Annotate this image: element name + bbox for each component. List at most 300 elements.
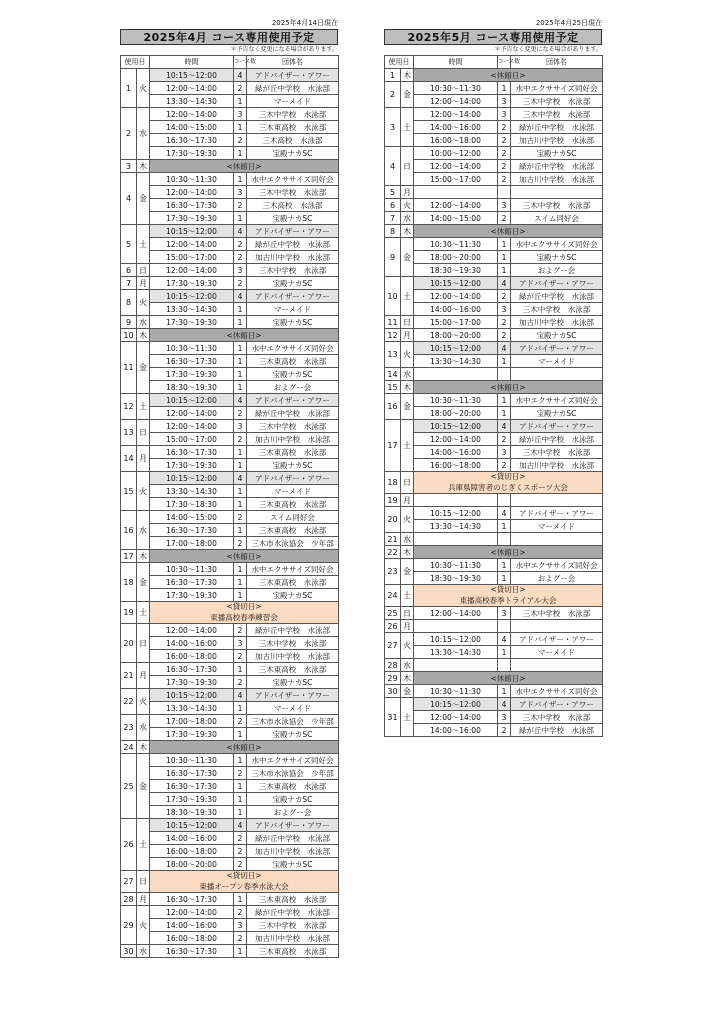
course-count: 1 — [234, 459, 247, 472]
day-number: 18 — [385, 472, 401, 494]
weekday: 木 — [401, 381, 414, 394]
weekday: 月 — [137, 893, 150, 906]
time-slot: 17:30～19:30 — [150, 316, 234, 329]
event-day-row — [121, 602, 339, 624]
course-count: 1 — [498, 238, 511, 251]
course-count: 3 — [498, 711, 511, 724]
schedule-row — [121, 767, 339, 780]
course-count: 2 — [234, 537, 247, 550]
group-name: 三木市水泳協会 少年部 — [247, 537, 339, 550]
day-number: 12 — [121, 394, 137, 420]
time-slot — [414, 494, 498, 507]
time-slot: 10:30～11:30 — [414, 559, 498, 572]
schedule-row — [121, 420, 339, 433]
group-name: 宝殿ナカSC — [511, 251, 603, 264]
time-slot: 12:00～14:00 — [150, 264, 234, 277]
schedule-row — [385, 199, 603, 212]
april-header-row — [121, 56, 339, 69]
course-count: 1 — [498, 264, 511, 277]
course-count: 1 — [234, 316, 247, 329]
group-name: 水中エクササイズ同好会 — [511, 559, 603, 572]
course-count: 2 — [234, 134, 247, 147]
weekday: 火 — [401, 507, 414, 533]
schedule-row — [121, 624, 339, 637]
time-slot: 18:30～19:30 — [150, 806, 234, 819]
schedule-row — [121, 793, 339, 806]
group-name: マーメイド — [511, 520, 603, 533]
course-count: 4 — [234, 290, 247, 303]
event-name: 東播オープン春季水泳大会 — [199, 881, 289, 891]
group-name: アドバイザー・アワー — [511, 633, 603, 646]
day-number: 3 — [121, 160, 137, 173]
schedule-row — [385, 290, 603, 303]
reserved-label: <貸切日> — [490, 585, 526, 594]
group-name — [511, 620, 603, 633]
day-number: 21 — [121, 663, 137, 689]
schedule-row — [121, 394, 339, 407]
schedule-row — [385, 251, 603, 264]
schedule-row — [385, 95, 603, 108]
weekday: 金 — [137, 342, 150, 394]
day-number: 24 — [121, 741, 137, 754]
group-name: アドバイザー・アワー — [511, 420, 603, 433]
course-count: 2 — [234, 511, 247, 524]
day-number: 5 — [121, 225, 137, 264]
event-day-row — [121, 871, 339, 893]
time-slot: 12:00～14:00 — [150, 420, 234, 433]
group-name: 緑が丘中学校 水泳部 — [247, 82, 339, 95]
schedule-row — [121, 806, 339, 819]
schedule-row — [385, 646, 603, 659]
time-slot: 14:00～15:00 — [150, 121, 234, 134]
schedule-row — [121, 511, 339, 524]
time-slot: 12:00～14:00 — [414, 160, 498, 173]
schedule-row — [385, 494, 603, 507]
weekday: 水 — [137, 108, 150, 160]
schedule-row — [121, 663, 339, 676]
group-name: 宝殿ナカSC — [247, 459, 339, 472]
course-count: 2 — [234, 832, 247, 845]
schedule-row — [121, 147, 339, 160]
course-count: 3 — [234, 420, 247, 433]
schedule-row — [121, 676, 339, 689]
time-slot: 12:00～14:00 — [414, 607, 498, 620]
schedule-row — [121, 858, 339, 871]
day-number: 10 — [121, 329, 137, 342]
time-slot: 17:30～18:30 — [150, 498, 234, 511]
group-name: 加古川中学校 水泳部 — [247, 932, 339, 945]
time-slot: 10:15～12:00 — [150, 689, 234, 702]
course-count: 2 — [498, 329, 511, 342]
schedule-row — [385, 147, 603, 160]
weekday: 土 — [401, 108, 414, 147]
weekday: 木 — [137, 329, 150, 342]
schedule-row — [121, 702, 339, 715]
day-number: 5 — [385, 186, 401, 199]
weekday: 火 — [137, 290, 150, 316]
course-count: 3 — [234, 637, 247, 650]
time-slot: 16:30～17:30 — [150, 446, 234, 459]
time-slot: 10:15～12:00 — [150, 290, 234, 303]
schedule-row — [385, 186, 603, 199]
courses-header: コース数 — [234, 56, 247, 69]
may-notice: ＊予告なく変更になる場合があります。 — [494, 46, 602, 53]
group-name: 三木中学校 水泳部 — [247, 637, 339, 650]
weekday: 火 — [137, 906, 150, 945]
time-slot: 12:00～14:00 — [150, 238, 234, 251]
schedule-row — [121, 342, 339, 355]
group-name: 三木東高校 水泳部 — [247, 945, 339, 958]
day-number: 23 — [121, 715, 137, 741]
group-name: 三木東高校 水泳部 — [247, 121, 339, 134]
schedule-row — [121, 238, 339, 251]
course-count: 1 — [234, 355, 247, 368]
weekday: 火 — [137, 689, 150, 715]
course-count: 3 — [498, 446, 511, 459]
schedule-row — [385, 459, 603, 472]
schedule-row — [121, 832, 339, 845]
time-slot: 10:15～12:00 — [150, 394, 234, 407]
weekday: 水 — [137, 715, 150, 741]
may-header-row — [385, 56, 603, 69]
schedule-row — [121, 845, 339, 858]
weekday: 金 — [401, 82, 414, 108]
time-slot: 17:00～18:00 — [150, 715, 234, 728]
course-count: 3 — [498, 607, 511, 620]
group-name: 三木中学校 水泳部 — [247, 108, 339, 121]
group-name: 三木東高校 水泳部 — [247, 663, 339, 676]
weekday: 土 — [137, 225, 150, 264]
day-number: 17 — [121, 550, 137, 563]
course-count: 1 — [234, 945, 247, 958]
schedule-row — [121, 780, 339, 793]
schedule-row — [121, 906, 339, 919]
group-name: およグー会 — [247, 381, 339, 394]
course-count: 1 — [234, 780, 247, 793]
schedule-row — [121, 264, 339, 277]
time-slot: 10:30～11:30 — [150, 173, 234, 186]
group-name: 水中エクササイズ同好会 — [247, 342, 339, 355]
schedule-row — [121, 173, 339, 186]
schedule-row — [121, 932, 339, 945]
weekday: 金 — [401, 238, 414, 277]
course-count: 2 — [234, 624, 247, 637]
schedule-row — [385, 134, 603, 147]
time-slot: 17:30～19:30 — [150, 589, 234, 602]
time-slot: 18:00～20:00 — [414, 251, 498, 264]
day-number: 20 — [385, 507, 401, 533]
schedule-row — [385, 277, 603, 290]
weekday: 金 — [401, 394, 414, 420]
course-count: 4 — [234, 819, 247, 832]
day-number: 28 — [385, 659, 401, 672]
time-slot: 10:15～12:00 — [414, 342, 498, 355]
weekday: 土 — [137, 602, 150, 624]
event-name: 東播高校春季トライアル大会 — [459, 595, 557, 605]
group-name: 宝殿ナカSC — [247, 589, 339, 602]
time-slot: 15:00～17:00 — [150, 433, 234, 446]
group-name: 三木高校 水泳部 — [247, 199, 339, 212]
group-name: マーメイド — [247, 702, 339, 715]
schedule-row — [385, 238, 603, 251]
schedule-row — [121, 524, 339, 537]
time-slot: 16:30～17:30 — [150, 945, 234, 958]
day-number: 11 — [121, 342, 137, 394]
course-count: 1 — [234, 524, 247, 537]
group-name: 三木中学校 水泳部 — [511, 199, 603, 212]
april-notice: ＊予告なく変更になる場合があります。 — [230, 46, 338, 53]
schedule-row — [121, 82, 339, 95]
course-count: 2 — [234, 845, 247, 858]
time-slot: 16:30～17:30 — [150, 780, 234, 793]
course-count: 1 — [498, 355, 511, 368]
group-name: 加古川中学校 水泳部 — [247, 433, 339, 446]
closed-day-row — [121, 741, 339, 754]
schedule-row — [121, 498, 339, 511]
time-slot: 18:30～19:30 — [414, 572, 498, 585]
closed-label: <休館日> — [150, 329, 339, 342]
april-table — [120, 55, 339, 958]
course-count: 2 — [498, 134, 511, 147]
group-name: 水中エクササイズ同好会 — [511, 394, 603, 407]
reserved-event — [150, 871, 339, 893]
weekday: 月 — [401, 620, 414, 633]
schedule-row — [385, 711, 603, 724]
time-slot: 12:00～14:00 — [414, 433, 498, 446]
course-count: 1 — [234, 754, 247, 767]
time-slot: 17:30～19:30 — [150, 459, 234, 472]
day-number: 19 — [385, 494, 401, 507]
day-number: 1 — [385, 69, 401, 82]
schedule-row — [385, 355, 603, 368]
schedule-row — [385, 559, 603, 572]
weekday: 火 — [401, 199, 414, 212]
schedule-row — [121, 251, 339, 264]
course-count: 2 — [234, 199, 247, 212]
schedule-row — [385, 264, 603, 277]
schedule-row — [385, 420, 603, 433]
group-name: 水中エクササイズ同好会 — [511, 238, 603, 251]
courses-header: コース数 — [498, 56, 511, 69]
time-slot: 16:30～17:30 — [150, 134, 234, 147]
time-slot: 10:30～11:30 — [414, 238, 498, 251]
schedule-row — [121, 446, 339, 459]
event-day-row — [385, 472, 603, 494]
schedule-row — [121, 819, 339, 832]
weekday: 水 — [137, 316, 150, 329]
group-name: 加古川中学校 水泳部 — [511, 134, 603, 147]
group-name: 三木東高校 水泳部 — [247, 498, 339, 511]
time-slot: 10:15～12:00 — [414, 633, 498, 646]
course-count: 2 — [498, 173, 511, 186]
weekday: 木 — [401, 546, 414, 559]
group-name: 三木中学校 水泳部 — [247, 420, 339, 433]
group-name: スイム同好会 — [511, 212, 603, 225]
day-number: 16 — [121, 511, 137, 550]
time-slot: 12:00～14:00 — [414, 108, 498, 121]
day-number: 29 — [385, 672, 401, 685]
group-name: アドバイザー・アワー — [247, 472, 339, 485]
time-slot — [414, 533, 498, 546]
day-number: 11 — [385, 316, 401, 329]
day-number: 24 — [385, 585, 401, 607]
weekday: 月 — [137, 663, 150, 689]
weekday: 土 — [137, 394, 150, 420]
course-count: 1 — [234, 147, 247, 160]
time-slot: 17:30～19:30 — [150, 676, 234, 689]
schedule-row — [121, 134, 339, 147]
course-count: 1 — [498, 559, 511, 572]
schedule-row — [385, 108, 603, 121]
weekday: 月 — [401, 186, 414, 199]
time-slot: 17:00～18:00 — [150, 537, 234, 550]
time-slot: 17:30～19:30 — [150, 147, 234, 160]
schedule-row — [121, 407, 339, 420]
event-name: 兵庫県障害者のじぎくスポーツ大会 — [448, 482, 568, 492]
course-count: 2 — [234, 251, 247, 264]
day-number: 4 — [121, 173, 137, 225]
course-count — [498, 368, 511, 381]
closed-label: <休館日> — [150, 741, 339, 754]
weekday: 金 — [401, 559, 414, 585]
day-number: 27 — [121, 871, 137, 893]
weekday: 日 — [137, 420, 150, 446]
day-number: 26 — [121, 819, 137, 871]
group-name: マーメイド — [247, 95, 339, 108]
day-number: 9 — [121, 316, 137, 329]
course-count: 2 — [234, 82, 247, 95]
course-count: 1 — [498, 572, 511, 585]
day-number: 20 — [121, 624, 137, 663]
time-slot — [414, 659, 498, 672]
time-slot: 12:00～14:00 — [150, 82, 234, 95]
group-header: 団体名 — [247, 56, 339, 69]
schedule-row — [121, 537, 339, 550]
schedule-row — [385, 342, 603, 355]
group-name: 宝殿ナカSC — [511, 407, 603, 420]
time-slot: 16:00～18:00 — [150, 650, 234, 663]
group-name: 加古川中学校 水泳部 — [247, 650, 339, 663]
time-slot: 14:00～16:00 — [150, 919, 234, 932]
time-slot: 16:00～18:00 — [414, 134, 498, 147]
course-count — [498, 533, 511, 546]
group-name: 緑が丘中学校 水泳部 — [511, 290, 603, 303]
group-name: 三木東高校 水泳部 — [247, 524, 339, 537]
weekday: 火 — [137, 472, 150, 511]
group-name: およグー会 — [511, 264, 603, 277]
closed-day-row — [385, 381, 603, 394]
weekday: 火 — [401, 633, 414, 659]
weekday: 水 — [137, 945, 150, 958]
schedule-row — [121, 355, 339, 368]
schedule-row — [121, 459, 339, 472]
day-header: 使用日 — [121, 56, 150, 69]
time-slot: 14:00～15:00 — [414, 212, 498, 225]
weekday: 月 — [401, 494, 414, 507]
course-count: 1 — [234, 702, 247, 715]
schedule-row — [121, 69, 339, 82]
time-slot: 12:00～14:00 — [150, 186, 234, 199]
day-number: 30 — [121, 945, 137, 958]
time-slot: 10:15～12:00 — [150, 225, 234, 238]
group-name: 三木東高校 水泳部 — [247, 893, 339, 906]
weekday: 水 — [137, 511, 150, 550]
may-body — [385, 69, 603, 737]
course-count: 3 — [498, 199, 511, 212]
day-number: 13 — [121, 420, 137, 446]
day-number: 22 — [385, 546, 401, 559]
course-count: 4 — [498, 420, 511, 433]
weekday: 月 — [137, 277, 150, 290]
group-name: アドバイザー・アワー — [247, 69, 339, 82]
course-count: 1 — [234, 485, 247, 498]
course-count: 2 — [234, 715, 247, 728]
group-name: アドバイザー・アワー — [511, 507, 603, 520]
day-number: 7 — [121, 277, 137, 290]
course-count: 1 — [234, 498, 247, 511]
time-slot: 10:30～11:30 — [150, 563, 234, 576]
time-slot: 12:00～14:00 — [150, 108, 234, 121]
schedule-row — [385, 620, 603, 633]
course-count: 1 — [498, 520, 511, 533]
group-name: 三木市水泳協会 少年部 — [247, 715, 339, 728]
group-name: 三木東高校 水泳部 — [247, 780, 339, 793]
day-number: 18 — [121, 563, 137, 602]
reserved-event — [414, 472, 603, 494]
day-number: 3 — [385, 108, 401, 147]
weekday: 土 — [401, 698, 414, 737]
group-name — [511, 368, 603, 381]
time-slot: 17:30～19:30 — [150, 728, 234, 741]
course-count: 1 — [234, 563, 247, 576]
group-name: 宝殿ナカSC — [247, 858, 339, 871]
day-number: 29 — [121, 906, 137, 945]
time-slot: 16:00～18:00 — [414, 459, 498, 472]
course-count: 2 — [498, 212, 511, 225]
day-number: 21 — [385, 533, 401, 546]
day-number: 16 — [385, 394, 401, 420]
schedule-row — [121, 108, 339, 121]
time-slot: 13:30～14:30 — [150, 95, 234, 108]
group-name: アドバイザー・アワー — [247, 225, 339, 238]
weekday: 木 — [401, 225, 414, 238]
schedule-row — [121, 728, 339, 741]
schedule-row — [121, 316, 339, 329]
schedule-row — [121, 650, 339, 663]
time-slot: 10:15～12:00 — [414, 420, 498, 433]
group-name: 加古川中学校 水泳部 — [511, 459, 603, 472]
may-schedule — [384, 18, 602, 737]
course-count: 2 — [234, 407, 247, 420]
group-name: アドバイザー・アワー — [247, 290, 339, 303]
course-count: 1 — [498, 685, 511, 698]
weekday: 土 — [137, 819, 150, 871]
course-count: 3 — [498, 108, 511, 121]
time-slot: 12:00～14:00 — [414, 199, 498, 212]
group-name: アドバイザー・アワー — [247, 819, 339, 832]
schedule-row — [385, 533, 603, 546]
closed-day-row — [121, 160, 339, 173]
day-number: 27 — [385, 633, 401, 659]
schedule-row — [121, 563, 339, 576]
day-number: 14 — [121, 446, 137, 472]
april-title: 2025年4月 コース専用使用予定 — [120, 29, 338, 45]
day-number: 19 — [121, 602, 137, 624]
time-slot: 16:30～17:30 — [150, 355, 234, 368]
group-name: 緑が丘中学校 水泳部 — [247, 906, 339, 919]
group-name: 三木中学校 水泳部 — [247, 919, 339, 932]
course-count: 4 — [234, 689, 247, 702]
